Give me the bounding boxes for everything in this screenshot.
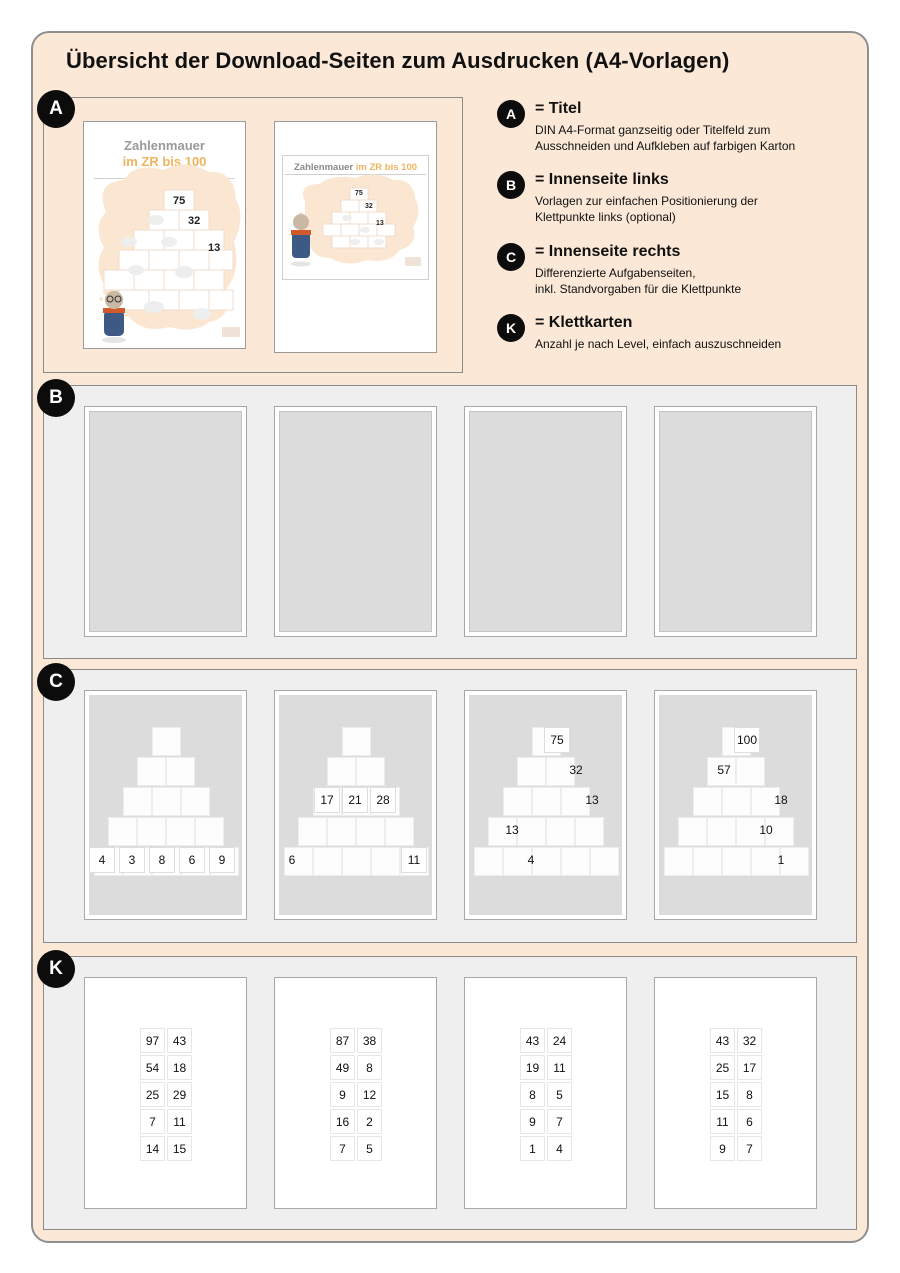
legend-badge: B (497, 171, 525, 199)
section-k-badge: K (37, 950, 75, 988)
inside-left-page-4 (654, 406, 817, 637)
velcro-card: 7 (737, 1136, 762, 1161)
velcro-card: 18 (167, 1055, 192, 1080)
wall-brick (664, 847, 693, 876)
placeholder-area (469, 411, 622, 632)
wall-brick (722, 847, 751, 876)
title-number-3: 13 (208, 242, 221, 254)
section-b-badge: B (37, 379, 75, 417)
velcro-card: 43 (167, 1028, 192, 1053)
wall-value-cell: 57 (717, 763, 731, 777)
velcro-card: 38 (357, 1028, 382, 1053)
wall-brick (137, 757, 166, 786)
velcro-card: 9 (330, 1082, 355, 1107)
title-number-2: 32 (188, 215, 201, 227)
velcro-card: 11 (547, 1055, 572, 1080)
velcro-card: 25 (140, 1082, 165, 1107)
inside-left-page-3 (464, 406, 627, 637)
title-page-heading: Zahlenmauer (124, 138, 205, 153)
velcro-card: 16 (330, 1109, 355, 1134)
legend-heading: = Innenseite links (535, 171, 669, 188)
thought-cloud-illustration-small (275, 122, 438, 354)
wall-brick (517, 757, 546, 786)
velcro-card: 8 (737, 1082, 762, 1107)
legend-heading: = Klettkarten (535, 314, 633, 331)
velcro-card: 9 (520, 1109, 545, 1134)
velcro-card: 8 (520, 1082, 545, 1107)
velcro-card: 43 (520, 1028, 545, 1053)
velcro-card: 5 (357, 1136, 382, 1161)
wall-brick (707, 817, 736, 846)
velcro-card: 7 (330, 1136, 355, 1161)
title-small-number-1: 75 (355, 190, 363, 197)
velcro-card: 14 (140, 1136, 165, 1161)
wall-brick (137, 817, 166, 846)
velcro-card: 29 (167, 1082, 192, 1107)
velcro-card: 43 (710, 1028, 735, 1053)
title-small-number-2: 32 (365, 203, 373, 210)
wall-value-cell: 32 (569, 763, 583, 777)
wall-brick (123, 787, 152, 816)
legend-badge: C (497, 243, 525, 271)
wall-brick (298, 817, 327, 846)
legend-description: DIN A4-Format ganzseitig oder Titelfeld zum Ausschneiden und Aufkleben auf farbigen Karton (535, 123, 796, 153)
velcro-card: 7 (140, 1109, 165, 1134)
legend-description: Differenzierte Aufgabenseiten, inkl. Standvorgaben für die Klettpunkte (535, 266, 742, 296)
velcro-card: 97 (140, 1028, 165, 1053)
wall-value-cell: 13 (505, 823, 519, 837)
wall-brick (371, 847, 400, 876)
legend-description: Vorlagen zur einfachen Positionierung der Klettpunkte links (optional) (535, 194, 758, 224)
velcro-card: 12 (357, 1082, 382, 1107)
wall-brick (474, 847, 503, 876)
velcro-cards-page-2 (274, 977, 437, 1209)
wall-brick (590, 847, 619, 876)
wall-brick (693, 847, 722, 876)
task-page-4 (654, 690, 817, 920)
wall-brick (693, 787, 722, 816)
velcro-card: 24 (547, 1028, 572, 1053)
velcro-card: 11 (167, 1109, 192, 1134)
wall-brick (356, 757, 385, 786)
wall-brick (342, 847, 371, 876)
number-wall (89, 695, 242, 915)
velcro-card: 8 (357, 1055, 382, 1080)
wall-value-cell: 9 (209, 847, 235, 873)
number-wall (469, 695, 622, 915)
thought-cloud-illustration (84, 122, 247, 350)
wall-value-cell: 3 (119, 847, 145, 873)
velcro-cards-page-4 (654, 977, 817, 1209)
velcro-card: 4 (547, 1136, 572, 1161)
wall-brick (385, 817, 414, 846)
title-page-subheading: im ZR bis 100 (122, 154, 207, 169)
wall-value-cell: 4 (527, 853, 535, 867)
wall-brick (356, 817, 385, 846)
number-wall (279, 695, 432, 915)
velcro-card: 15 (710, 1082, 735, 1107)
placeholder-area (659, 411, 812, 632)
section-c-badge: C (37, 663, 75, 701)
section-a-badge: A (37, 90, 75, 128)
wall-brick (108, 817, 137, 846)
wall-brick (736, 757, 765, 786)
task-page-2 (274, 690, 437, 920)
title-field-heading: Zahlenmauer im ZR bis 100 (293, 162, 418, 173)
wall-brick (342, 727, 371, 756)
velcro-card: 2 (357, 1109, 382, 1134)
wall-value-cell: 11 (401, 847, 427, 873)
wall-brick (195, 817, 224, 846)
title-page-full (83, 121, 246, 349)
wall-value-cell: 18 (774, 793, 788, 807)
wall-value-cell: 100 (734, 727, 760, 753)
placeholder-area (89, 411, 242, 632)
wall-value-cell: 4 (89, 847, 115, 873)
wall-value-cell: 13 (585, 793, 599, 807)
wall-value-cell: 6 (288, 853, 296, 867)
wall-brick (313, 847, 342, 876)
velcro-card: 19 (520, 1055, 545, 1080)
number-wall (659, 695, 812, 915)
legend-heading: = Innenseite rechts (535, 243, 681, 260)
velcro-card: 54 (140, 1055, 165, 1080)
wall-brick (503, 787, 532, 816)
wall-brick (722, 787, 751, 816)
task-page-3 (464, 690, 627, 920)
wall-brick (561, 847, 590, 876)
velcro-card: 1 (520, 1136, 545, 1161)
title-number-1: 75 (173, 195, 186, 207)
velcro-card: 11 (710, 1109, 735, 1134)
legend-heading: = Titel (535, 100, 582, 117)
velcro-card: 49 (330, 1055, 355, 1080)
wall-brick (166, 817, 195, 846)
velcro-cards-page-1 (84, 977, 247, 1209)
legend-description: Anzahl je nach Level, einfach auszuschneiden (535, 337, 782, 351)
velcro-card: 6 (737, 1109, 762, 1134)
velcro-card: 32 (737, 1028, 762, 1053)
wall-brick (327, 817, 356, 846)
velcro-cards-page-3 (464, 977, 627, 1209)
wall-brick (546, 817, 575, 846)
wall-brick (166, 757, 195, 786)
legend-badge: A (497, 100, 525, 128)
velcro-card: 17 (737, 1055, 762, 1080)
wall-brick (532, 787, 561, 816)
wall-value-cell: 8 (149, 847, 175, 873)
wall-value-cell: 17 (314, 787, 340, 813)
legend-badge: K (497, 314, 525, 342)
task-page-1 (84, 690, 247, 920)
velcro-card: 25 (710, 1055, 735, 1080)
placeholder-area (279, 411, 432, 632)
wall-value-cell: 21 (342, 787, 368, 813)
velcro-card: 5 (547, 1082, 572, 1107)
wall-brick (327, 757, 356, 786)
wall-value-cell: 75 (544, 727, 570, 753)
wall-value-cell: 1 (777, 853, 785, 867)
wall-brick (181, 787, 210, 816)
velcro-card: 15 (167, 1136, 192, 1161)
wall-brick (678, 817, 707, 846)
inside-left-page-2 (274, 406, 437, 637)
wall-brick (152, 787, 181, 816)
wall-brick (152, 727, 181, 756)
page-title: Übersicht der Download-Seiten zum Ausdrucken (A4-Vorlagen) (66, 48, 730, 73)
title-small-number-3: 13 (376, 220, 384, 227)
velcro-card: 9 (710, 1136, 735, 1161)
wall-value-cell: 6 (179, 847, 205, 873)
title-page-cutout (274, 121, 437, 353)
velcro-card: 87 (330, 1028, 355, 1053)
wall-value-cell: 28 (370, 787, 396, 813)
wall-brick (575, 817, 604, 846)
wall-value-cell: 10 (759, 823, 773, 837)
velcro-card: 7 (547, 1109, 572, 1134)
inside-left-page-1 (84, 406, 247, 637)
